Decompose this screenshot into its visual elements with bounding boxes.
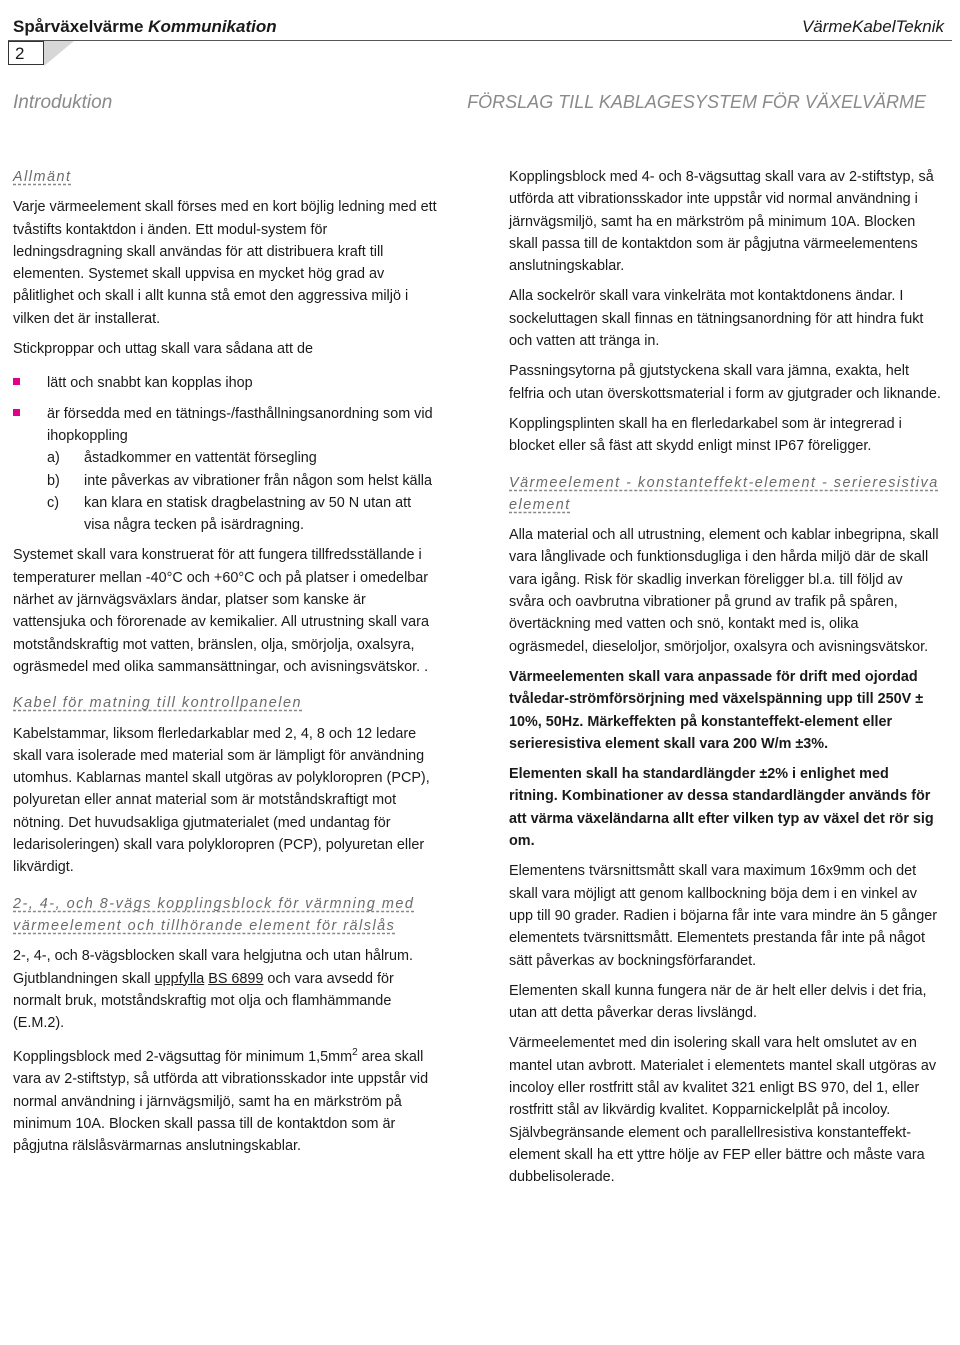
paragraph: Elementens tvärsnittsmått skall vara maximum 16x9mm och det skall vara möjligt att genom kallbockning böja dem i en vinkel av upp till 90 grader. Radien i böjarna får inte vara mindre än 5 gånger elementets tvärsnittsmått. Elementets prestanda får inte på något sätt påverkas av bockningsförfarandet. bbox=[509, 863, 937, 969]
paragraph: Systemet skall vara konstruerat för att fungera tillfredsställande i temperaturer mellan -40°C och +60°C och på platser i omedelbar närhet av järnvägsväxlars ändar, platser som kanske är vattensjuka och förorenade av kemikalier. All utrustning skall vara motståndskraftig mot vatten, bränslen, olja, smörjolja, oxalsyra, ogräsmedel med olika sammansättningar, och avisningsvätskor. . bbox=[13, 547, 429, 675]
title-sub: Kommunikation bbox=[148, 17, 277, 36]
sub-item: b) inte påverkas av vibrationer från någon som helst källa bbox=[47, 472, 432, 489]
sub-item: c) kan klara en statisk dragbelastning av 50 N utan att visa några tecken på isärdragning. bbox=[47, 494, 412, 534]
paragraph-bold: Elementen skall ha standardlängder ±2% i enlighet med ritning. Kombinationer av dessa standardlängder används för att värma växeländarna allt efter vilken typ av växel det rör sig om. bbox=[509, 766, 934, 850]
paragraph: Värmeelementet med din isolering skall vara helt omslutet av en mantel utan avbrott. Materialet i elementets mantel skall utgöras av incoloy eller rostfritt stål av kvalitet 321 enligt BS 970, del 1, eller rostfritt stål av likvärdig kvalitet. Kopparnickelplåt på incoloy. Självbegränsande element och parallellresistiva konstanteffekt-element skall ha ett yttre hölje av FEP eller bättre och måste vara dubbelisolerade. bbox=[509, 1035, 937, 1186]
section-label: Introduktion bbox=[13, 92, 113, 113]
heading-kopplingsblock: 2-, 4-, och 8-vägs kopplingsblock för värmning med värmeelement och tillhörande element för rälslås bbox=[13, 895, 415, 934]
bullet-list bbox=[13, 372, 438, 447]
document-title bbox=[13, 17, 277, 37]
paragraph: Kopplingsblock med 2-vägsuttag för minimum $1,5mm^2$ area skall vara av 2-stiftstyp, så utförda att vibrationsskador inte uppstår vid normal användning i järnvägsmiljö, samt ha en märkström på minimum 10A. Blocken skall passa till de kontaktdon som är pågjutna rälslåsvärmarnas anslutningskablar. bbox=[13, 1047, 429, 1155]
left-column bbox=[13, 166, 438, 1166]
paragraph: Stickproppar och uttag skall vara sådana att de bbox=[13, 341, 313, 358]
list-item: är försedda med en tätnings-/fasthållningsanordning som vid ihopkoppling bbox=[13, 403, 438, 448]
paragraph: Passningsytorna på gjutstyckena skall vara jämna, exakta, helt felfria och utan överskottsmaterial i form av gjutgrader och liknande. bbox=[509, 363, 941, 402]
paragraph-bold: Värmeelementen skall vara anpassade för drift med ojordad tvåledar-strömförsörjning med växelspänning upp till 250V ± 10%, 50Hz. Märkeffekten på konstanteffekt-element eller serieresistiva element skall vara 200 W/m ±3%. bbox=[509, 668, 924, 752]
paragraph: Kopplingsplinten skall ha en flerledarkabel som är integrerad i blocket eller så fäst att skydd enligt minst IP67 föreligger. bbox=[509, 415, 902, 455]
sub-list bbox=[47, 447, 438, 536]
heading-varmeelement: Värmeelement - konstanteffekt-element - serieresistiva element bbox=[509, 474, 939, 513]
paragraph: Kabelstammar, liksom flerledarkablar med 2, 4, 8 och 12 ledare skall vara isolerade med material som är lämpligt för användning utomhus. Kablarnas mantel skall utgöras av polykloropren (PCP), polyuretan eller annat material som är motståndskraftigt mot nötning. Det huvudsakliga gjutmaterialet (med undantag för ledarisoleringen) skall vara polykloropren (PCP), polyuretan eller likvärdigt. bbox=[13, 725, 430, 876]
paragraph: Alla sockelrör skall vara vinkelräta mot kontaktdonens ändar. I sockeluttagen skall finnas en tätningsanordning för att hindra fukt och vatten att tränga in. bbox=[509, 288, 924, 350]
heading-kabel: Kabel för matning till kontrollpanelen bbox=[13, 695, 302, 712]
right-column bbox=[509, 166, 941, 1196]
paragraph: Kopplingsblock med 4- och 8-vägsuttag skall vara av 2-stiftstyp, så utförda att vibrationsskador inte uppstår vid normal användning i järnvägsmiljö, samt ha en märkström på minimum 10A. Blocken skall passa till de kontaktdon som är pågjutna värmeelementens anslutningskablar. bbox=[509, 169, 934, 275]
brand-name: VärmeKabelTeknik bbox=[801, 17, 944, 36]
paragraph: Elementen skall kunna fungera när de är helt eller delvis i det fria, utan att detta påverkar deras livslängd. bbox=[509, 982, 927, 1022]
list-item: lätt och snabbt kan kopplas ihop bbox=[13, 372, 438, 394]
bullet-icon bbox=[13, 409, 20, 416]
title-main: Spårväxelvärme bbox=[13, 17, 144, 36]
paragraph: Alla material och all utrustning, element och kablar inbegripna, skall vara långlivade och funktionsdugliga i den hårda miljö där de skall vara igång. Risk för skadlig inverkan föreligger bl.a. till följd av svåra och oavbrutna vibrationer på grund av trafik på spåren, övertäckning med vatten och snö, kontakt med is, olika ogräsmedel, dieseloljor, smörjoljor, oxalsyra och avisningsvätskor. bbox=[509, 527, 939, 655]
paragraph: Varje värmeelement skall förses med en kort böjlig ledning med ett tvåstifts kontaktdon i änden. Ett modul-system för ledningsdragning skall användas för att distribuera kraft till elementen. Systemet skall uppvisa en mycket hög grad av pålitlighet och skall i allt kunna stå emot den aggressiva miljö i vilken det är installerat. bbox=[13, 199, 437, 327]
header-rule bbox=[8, 40, 952, 41]
paragraph: 2-, 4-, och 8-vägsblocken skall vara helgjutna och utan hålrum. Gjutblandningen skall uppfylla BS 6899 och vara avsedd för normalt bruk, motståndskraftig mot olja och flamhämmande (E.M.2). bbox=[13, 948, 413, 1032]
document-subtitle: FÖRSLAG TILL KABLAGESYSTEM FÖR VÄXELVÄRME bbox=[467, 92, 926, 112]
bullet-icon bbox=[13, 378, 20, 385]
sub-item: a) åstadkommer en vattentät försegling bbox=[47, 450, 317, 467]
page-number-shadow bbox=[44, 41, 74, 66]
page-number: 2 bbox=[8, 41, 44, 65]
heading-allmant: Allmänt bbox=[13, 169, 72, 185]
